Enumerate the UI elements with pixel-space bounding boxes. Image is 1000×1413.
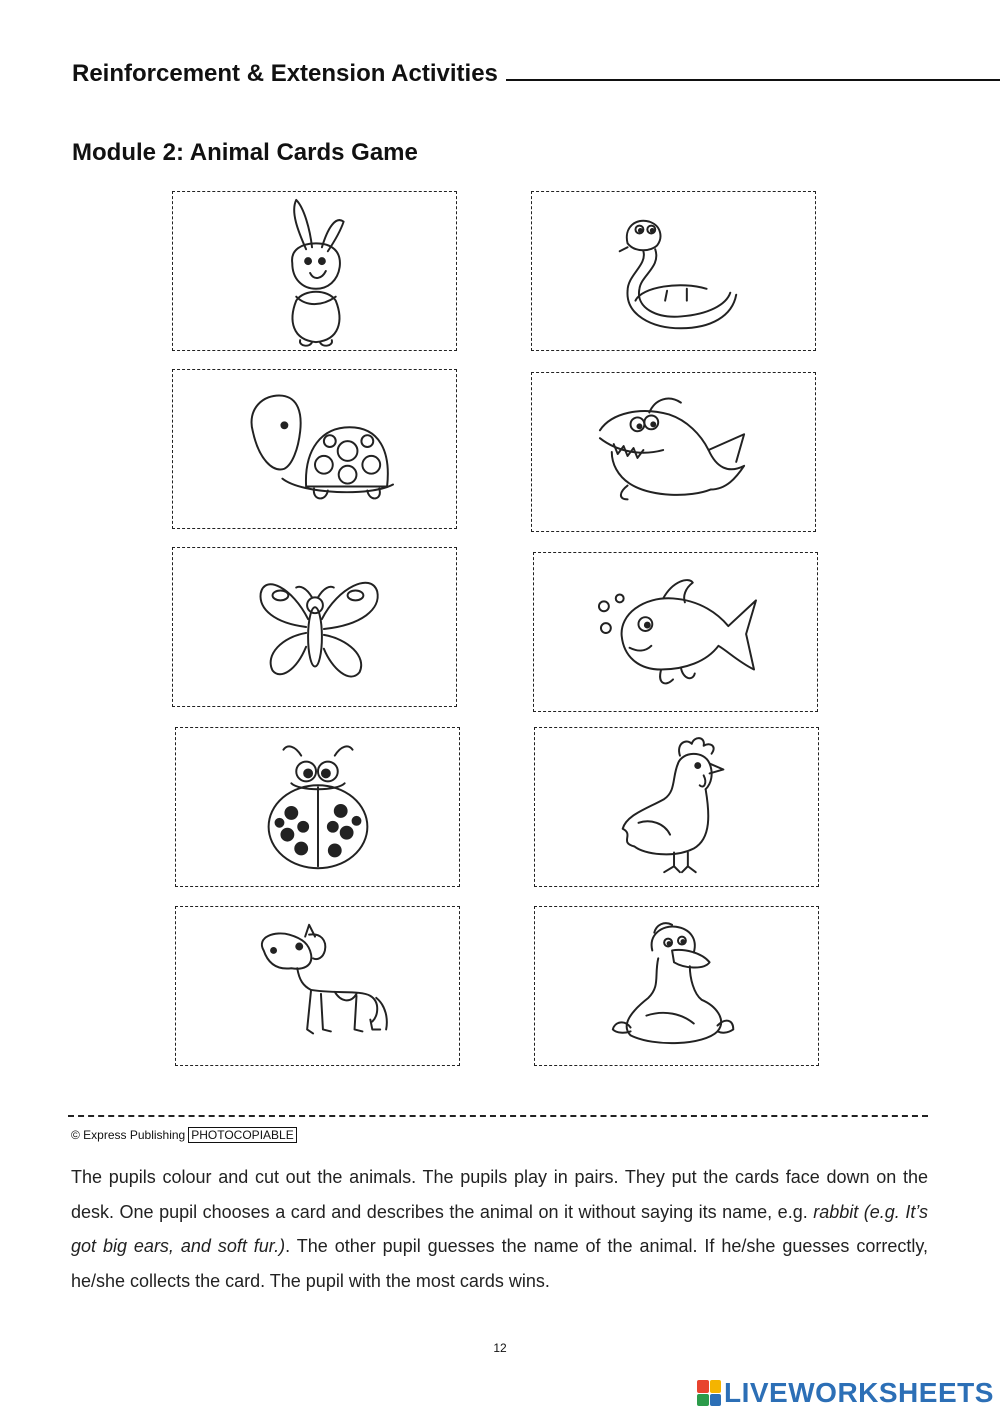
butterfly-icon bbox=[173, 548, 456, 706]
animal-card-3[interactable] bbox=[172, 369, 457, 529]
snake-icon bbox=[532, 192, 815, 350]
instructions-part1: The pupils colour and cut out the animals. The pupils play in pairs. They put the cards face down on the desk. One pupil chooses a card and describes the animal on it without saying its name, e.g. bbox=[71, 1167, 928, 1222]
ladybird-icon bbox=[176, 728, 459, 886]
liveworksheets-logo[interactable] bbox=[697, 1378, 994, 1408]
logo-square-yellow bbox=[710, 1380, 722, 1393]
animal-card-10[interactable] bbox=[534, 906, 819, 1066]
header-rule bbox=[506, 79, 1000, 81]
animal-card-2[interactable] bbox=[531, 191, 816, 351]
copyright-row bbox=[71, 1127, 297, 1143]
logo-square-blue bbox=[710, 1394, 722, 1407]
logo-square-green bbox=[697, 1394, 709, 1407]
copyright-text: © Express Publishing bbox=[71, 1128, 186, 1142]
animal-card-8[interactable] bbox=[534, 727, 819, 887]
horse-icon bbox=[176, 907, 459, 1065]
animal-card-9[interactable] bbox=[175, 906, 460, 1066]
hen-icon bbox=[535, 728, 818, 886]
shark-icon bbox=[532, 373, 815, 531]
liveworksheets-icon bbox=[697, 1380, 721, 1406]
page-header bbox=[72, 58, 1000, 88]
photocopiable-label: PHOTOCOPIABLE bbox=[188, 1127, 296, 1143]
animal-card-7[interactable] bbox=[175, 727, 460, 887]
fish-icon bbox=[534, 553, 817, 711]
logo-square-red bbox=[697, 1380, 709, 1393]
animal-card-6[interactable] bbox=[533, 552, 818, 712]
animal-card-1[interactable] bbox=[172, 191, 457, 351]
liveworksheets-name: LIVEWORKSHEETS bbox=[724, 1377, 994, 1408]
instructions-part2: . The other pupil guesses the name of the animal. If he/she guesses correctly, he/she collects the card. The pupil with the most cards wins. bbox=[71, 1236, 928, 1291]
cut-line bbox=[68, 1115, 928, 1117]
tortoise-icon bbox=[173, 370, 456, 528]
duck-icon bbox=[535, 907, 818, 1065]
page-number: 12 bbox=[493, 1341, 507, 1355]
section-title: Reinforcement & Extension Activities bbox=[72, 60, 498, 87]
instructions-paragraph bbox=[71, 1160, 928, 1298]
animal-card-4[interactable] bbox=[531, 372, 816, 532]
rabbit-icon bbox=[173, 192, 456, 350]
module-title: Module 2: Animal Cards Game bbox=[72, 139, 418, 166]
animal-card-5[interactable] bbox=[172, 547, 457, 707]
instructions-example: rabbit (e.g. It’s got big ears, and soft fur.) bbox=[71, 1201, 928, 1256]
